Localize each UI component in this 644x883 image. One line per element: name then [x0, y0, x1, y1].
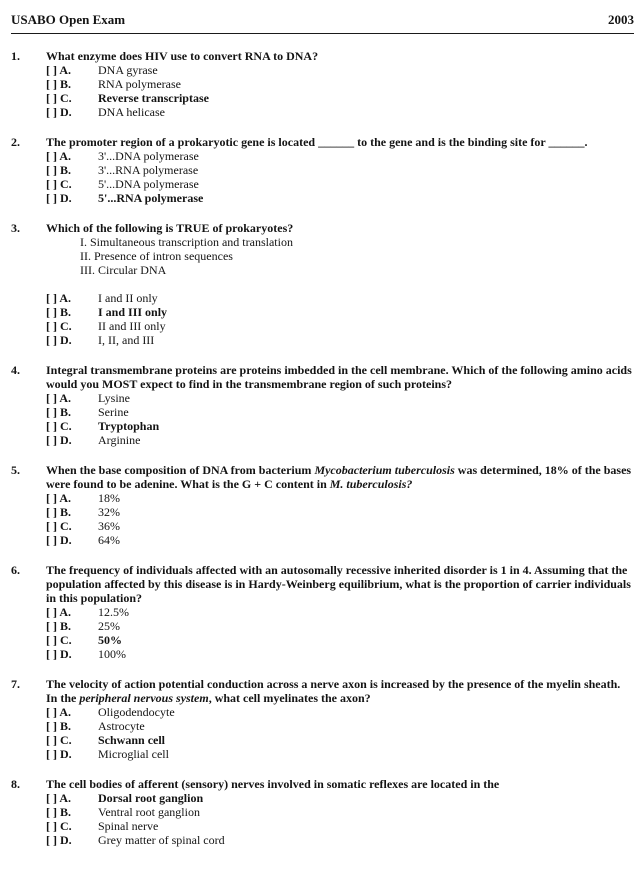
option-label [46, 633, 98, 647]
option-row [46, 333, 634, 347]
option-text: 50% [98, 633, 122, 647]
answer-checkbox[interactable]: [ ] [46, 605, 60, 619]
option-text: Arginine [98, 433, 141, 447]
question-stem [46, 221, 634, 235]
stem-text: , what cell myelinates the axon? [208, 691, 371, 705]
question-number: 8. [11, 777, 20, 791]
option-label [46, 833, 98, 847]
question-block [11, 563, 634, 661]
answer-checkbox[interactable]: [ ] [46, 291, 60, 305]
option-text: Serine [98, 405, 129, 419]
option-letter: D. [60, 833, 72, 847]
answer-checkbox[interactable]: [ ] [46, 833, 60, 847]
option-label [46, 619, 98, 633]
answer-checkbox[interactable]: [ ] [46, 505, 60, 519]
stem-text: What enzyme does HIV use to convert RNA to DNA? [46, 49, 319, 63]
option-label [46, 491, 98, 505]
answer-checkbox[interactable]: [ ] [46, 819, 60, 833]
question-block [11, 463, 634, 547]
option-letter: C. [60, 733, 72, 747]
option-letter: A. [59, 391, 72, 405]
option-row [46, 291, 634, 305]
stem-text: Which of the following is TRUE of prokaryotes? [46, 221, 294, 235]
option-label [46, 163, 98, 177]
option-text: I and III only [98, 305, 168, 319]
option-row [46, 819, 634, 833]
option-letter: D. [60, 105, 72, 119]
option-text: 36% [98, 519, 120, 533]
answer-checkbox[interactable]: [ ] [46, 647, 60, 661]
option-text: Dorsal root ganglion [98, 791, 204, 805]
stem-text: M. tuberculosis? [329, 477, 413, 491]
question-number: 6. [11, 563, 20, 577]
option-row [46, 705, 634, 719]
option-text: 64% [98, 533, 120, 547]
option-text: Grey matter of spinal cord [98, 833, 225, 847]
option-row [46, 319, 634, 333]
answer-checkbox[interactable]: [ ] [46, 633, 60, 647]
option-label [46, 333, 98, 347]
stem-text: The promoter region of a prokaryotic gene is located ______ to the gene and is the binding site for ______. [46, 135, 588, 149]
option-text: 25% [98, 619, 120, 633]
option-text: DNA helicase [98, 105, 165, 119]
option-row [46, 191, 634, 205]
option-letter: B. [60, 305, 72, 319]
option-row [46, 747, 634, 761]
option-row [46, 833, 634, 847]
question-body [46, 221, 634, 347]
option-label [46, 433, 98, 447]
question-body [46, 363, 634, 447]
option-letter: D. [60, 333, 72, 347]
answer-checkbox[interactable]: [ ] [46, 719, 60, 733]
option-label [46, 719, 98, 733]
option-text: Schwann cell [98, 733, 166, 747]
question-number: 1. [11, 49, 20, 63]
page-header [11, 12, 634, 34]
option-letter: B. [60, 719, 72, 733]
answer-checkbox[interactable]: [ ] [46, 747, 60, 761]
option-letter: A. [59, 605, 72, 619]
answer-checkbox[interactable]: [ ] [46, 619, 60, 633]
option-letter: C. [60, 177, 72, 191]
option-letter: D. [60, 191, 72, 205]
answer-checkbox[interactable]: [ ] [46, 333, 60, 347]
answer-checkbox[interactable]: [ ] [46, 149, 60, 163]
question-block [11, 677, 634, 761]
option-text: 18% [98, 491, 120, 505]
answer-checkbox[interactable]: [ ] [46, 191, 60, 205]
option-row [46, 419, 634, 433]
option-letter: D. [60, 647, 72, 661]
option-row [46, 105, 634, 119]
option-letter: C. [60, 419, 72, 433]
question-body [46, 49, 634, 119]
option-label [46, 819, 98, 833]
question-stem [46, 49, 634, 63]
question-block [11, 135, 634, 205]
option-letter: A. [59, 491, 72, 505]
option-label [46, 519, 98, 533]
answer-checkbox[interactable]: [ ] [46, 319, 60, 333]
question-number: 3. [11, 221, 20, 235]
question-number: 4. [11, 363, 20, 377]
option-label [46, 105, 98, 119]
option-row [46, 163, 634, 177]
stem-text: was determined, 18% of the bases were found to be adenine. What is the G + C content in [46, 463, 632, 491]
option-letter: C. [60, 633, 72, 647]
option-letter: A. [59, 63, 72, 77]
answer-checkbox[interactable]: [ ] [46, 791, 60, 805]
answer-checkbox[interactable]: [ ] [46, 105, 60, 119]
option-label [46, 705, 98, 719]
option-label [46, 647, 98, 661]
answer-checkbox[interactable]: [ ] [46, 163, 60, 177]
option-text: RNA polymerase [98, 77, 181, 91]
option-row [46, 91, 634, 105]
option-row [46, 647, 634, 661]
option-row [46, 733, 634, 747]
option-row [46, 77, 634, 91]
option-letter: A. [59, 291, 72, 305]
option-letter: C. [60, 319, 72, 333]
question-block [11, 363, 634, 447]
option-text: Lysine [98, 391, 130, 405]
answer-checkbox[interactable]: [ ] [46, 419, 60, 433]
option-text: Ventral root ganglion [98, 805, 200, 819]
option-row [46, 719, 634, 733]
option-letter: C. [60, 819, 72, 833]
option-text: Astrocyte [98, 719, 145, 733]
answer-checkbox[interactable]: [ ] [46, 177, 60, 191]
roman-numeral-item: I. Simultaneous transcription and translation [80, 235, 293, 249]
option-row [46, 805, 634, 819]
option-row [46, 791, 634, 805]
option-letter: B. [60, 505, 72, 519]
answer-checkbox[interactable]: [ ] [46, 433, 60, 447]
option-row [46, 619, 634, 633]
option-letter: B. [60, 619, 72, 633]
option-row [46, 305, 634, 319]
option-letter: B. [60, 405, 72, 419]
option-label [46, 419, 98, 433]
option-row [46, 405, 634, 419]
option-text: Reverse transcriptase [98, 91, 209, 105]
option-row [46, 519, 634, 533]
option-label [46, 291, 98, 305]
question-number: 5. [11, 463, 20, 477]
option-text: 32% [98, 505, 120, 519]
option-text: 12.5% [98, 605, 129, 619]
option-text: 3'...DNA polymerase [98, 149, 199, 163]
option-label [46, 305, 98, 319]
option-label [46, 605, 98, 619]
roman-numeral-item: II. Presence of intron sequences [80, 249, 233, 263]
question-block [11, 221, 634, 347]
option-text: 3'...RNA polymerase [98, 163, 199, 177]
option-text: I and II only [98, 291, 158, 305]
option-letter: D. [60, 533, 72, 547]
option-letter: A. [59, 791, 72, 805]
question-block [11, 777, 634, 847]
option-letter: C. [60, 519, 72, 533]
answer-checkbox[interactable]: [ ] [46, 519, 60, 533]
stem-text: When the base composition of DNA from bacterium [46, 463, 315, 477]
option-letter: A. [59, 705, 72, 719]
question-block [11, 49, 634, 119]
answer-checkbox[interactable]: [ ] [46, 405, 60, 419]
option-letter: C. [60, 91, 72, 105]
exam-year: 2003 [608, 12, 634, 27]
stem-text: The cell bodies of afferent (sensory) nerves involved in somatic reflexes are located in the [46, 777, 500, 791]
option-text: DNA gyrase [98, 63, 158, 77]
option-row [46, 633, 634, 647]
option-label [46, 191, 98, 205]
question-body [46, 135, 634, 205]
option-row [46, 433, 634, 447]
question-stem [46, 677, 634, 705]
answer-checkbox[interactable]: [ ] [46, 805, 60, 819]
question-stem [46, 777, 634, 791]
option-letter: D. [60, 433, 72, 447]
option-label [46, 177, 98, 191]
question-number: 2. [11, 135, 20, 149]
option-label [46, 505, 98, 519]
option-letter: A. [59, 149, 72, 163]
option-text: I, II, and III [98, 333, 155, 347]
option-label [46, 733, 98, 747]
question-body [46, 463, 634, 547]
question-number: 7. [11, 677, 20, 691]
option-label [46, 747, 98, 761]
roman-numeral-item: III. Circular DNA [80, 263, 167, 277]
spacer [46, 277, 634, 291]
option-row [46, 605, 634, 619]
option-row [46, 491, 634, 505]
answer-checkbox[interactable]: [ ] [46, 705, 60, 719]
answer-checkbox[interactable]: [ ] [46, 305, 60, 319]
option-row [46, 63, 634, 77]
option-text: 5'...RNA polymerase [98, 191, 204, 205]
option-row [46, 505, 634, 519]
answer-checkbox[interactable]: [ ] [46, 391, 60, 405]
option-label [46, 319, 98, 333]
option-row [46, 177, 634, 191]
option-letter: B. [60, 77, 72, 91]
answer-checkbox[interactable]: [ ] [46, 733, 60, 747]
option-row [46, 391, 634, 405]
questions-list [11, 49, 634, 847]
stem-text: The frequency of individuals affected with an autosomally recessive inherited disorder is 1 in 4. Assuming that the population affected by this disease is in Hardy-Weinberg equilibrium, what is the proportion of carrier individuals in this population? [46, 563, 631, 605]
stem-text: Integral transmembrane proteins are proteins imbedded in the cell membrane. Which of the following amino acids would you MOST expect to find in the transmembrane region of such proteins? [46, 363, 632, 391]
stem-text: Mycobacterium tuberculosis [314, 463, 455, 477]
option-letter: D. [60, 747, 72, 761]
option-label [46, 791, 98, 805]
option-letter: B. [60, 805, 72, 819]
option-label [46, 77, 98, 91]
option-label [46, 149, 98, 163]
option-text: Oligodendocyte [98, 705, 175, 719]
answer-checkbox[interactable]: [ ] [46, 533, 60, 547]
question-body [46, 677, 634, 761]
exam-title: USABO Open Exam [11, 12, 126, 27]
answer-checkbox[interactable]: [ ] [46, 77, 60, 91]
option-label [46, 63, 98, 77]
option-label [46, 391, 98, 405]
stem-text: The velocity of action potential conduction across a nerve axon is increased by the presence of the myelin sheath. In the [46, 677, 621, 705]
option-row [46, 149, 634, 163]
option-label [46, 533, 98, 547]
question-body [46, 777, 634, 847]
answer-checkbox[interactable]: [ ] [46, 491, 60, 505]
answer-checkbox[interactable]: [ ] [46, 91, 60, 105]
answer-checkbox[interactable]: [ ] [46, 63, 60, 77]
option-label [46, 91, 98, 105]
question-stem [46, 135, 634, 149]
question-stem [46, 463, 634, 491]
option-text: Microglial cell [98, 747, 169, 761]
option-text: Tryptophan [98, 419, 160, 433]
stem-text: peripheral nervous system [79, 691, 209, 705]
option-text: Spinal nerve [98, 819, 159, 833]
question-stem [46, 363, 634, 391]
option-letter: B. [60, 163, 72, 177]
option-text: 100% [98, 647, 126, 661]
option-label [46, 805, 98, 819]
option-label [46, 405, 98, 419]
question-stem [46, 563, 634, 605]
question-body [46, 563, 634, 661]
option-text: II and III only [98, 319, 166, 333]
option-row [46, 533, 634, 547]
option-text: 5'...DNA polymerase [98, 177, 199, 191]
